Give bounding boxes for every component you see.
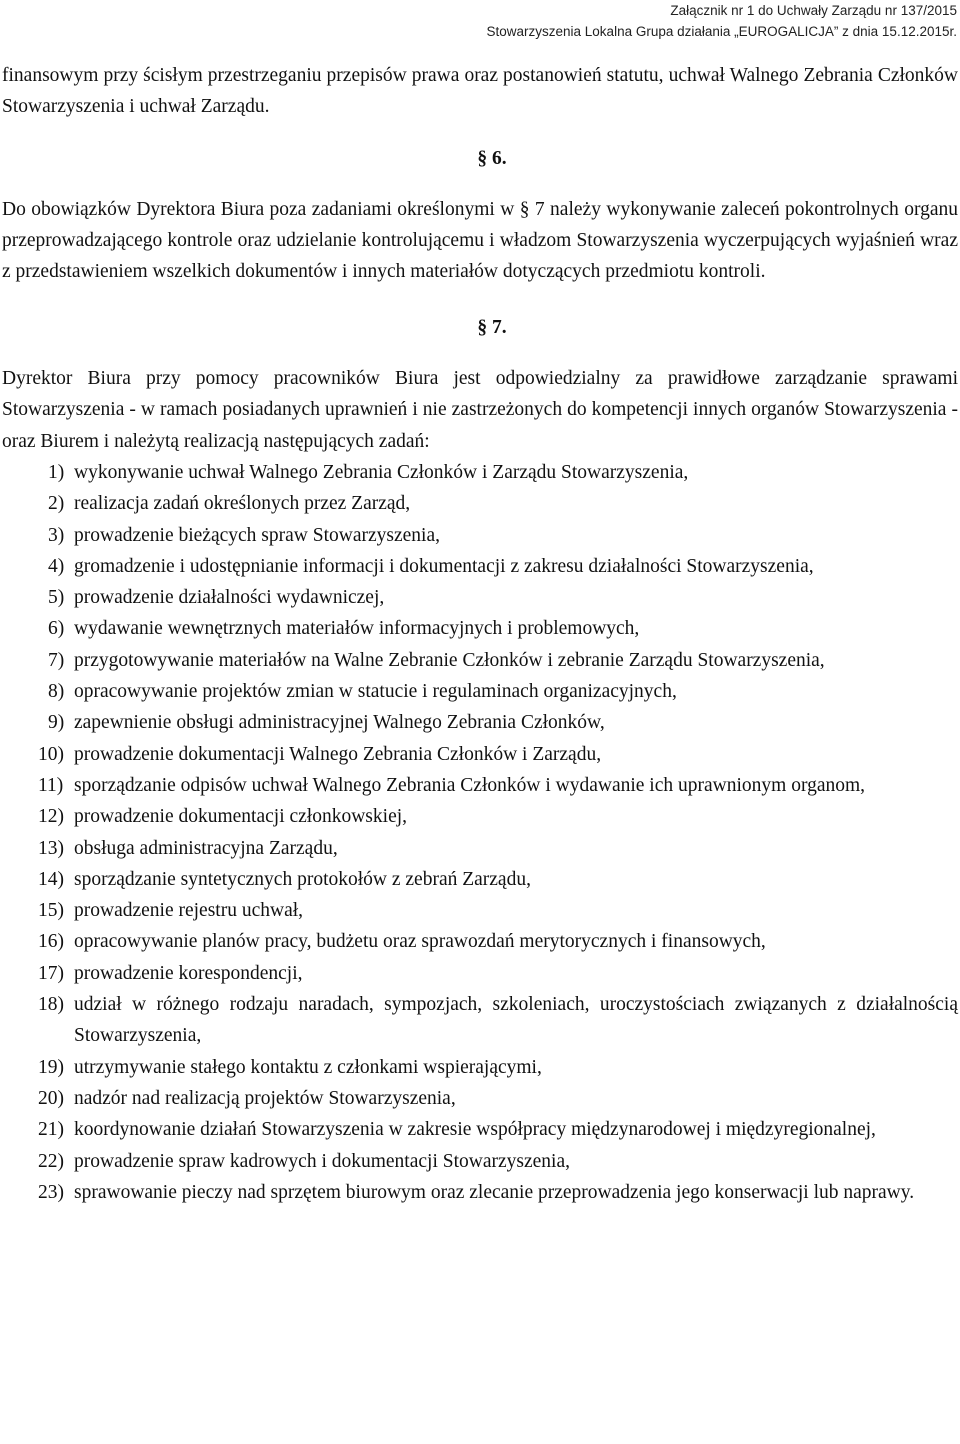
list-item bbox=[2, 1052, 958, 1083]
list-item-number: 14) bbox=[38, 868, 64, 890]
list-item bbox=[2, 958, 958, 989]
list-item-number: 16) bbox=[38, 931, 64, 953]
document-header bbox=[487, 0, 958, 42]
list-item-text: utrzymywanie stałego kontaktu z członkami wspierającymi, bbox=[74, 1056, 542, 1078]
list-item bbox=[2, 770, 958, 801]
list-item-number: 23) bbox=[38, 1181, 64, 1203]
list-item bbox=[2, 551, 958, 582]
list-item-text: prowadzenie dokumentacji członkowskiej, bbox=[74, 806, 408, 828]
list-item-text: przygotowywanie materiałów na Walne Zebranie Członków i zebranie Zarządu Stowarzyszenia, bbox=[74, 649, 825, 671]
list-item bbox=[2, 833, 958, 864]
list-item-text: sprawowanie pieczy nad sprzętem biurowym oraz zlecanie przeprowadzenia jego konserwacji lub naprawy. bbox=[74, 1181, 915, 1203]
intro-paragraph: finansowym przy ścisłym przestrzeganiu przepisów prawa oraz postanowień statutu, uchwał Walnego Zebrania Członków Stowarzyszenia i uchwał Zarządu. bbox=[2, 65, 958, 118]
list-item-number: 5) bbox=[48, 587, 65, 609]
list-item bbox=[2, 989, 958, 1052]
list-item bbox=[2, 1177, 958, 1208]
section-6-mark: § 6. bbox=[477, 147, 507, 169]
section-7-text: Dyrektor Biura przy pomocy pracowników Biura jest odpowiedzialny za prawidłowe zarządzanie sprawami Stowarzyszenia - w ramach posiadanych uprawnień i nie zastrzeżonych do kompetencji innych organów Stowarzyszenia - oraz Biurem i należytą realizacją następujących zadań: bbox=[2, 368, 958, 452]
list-item-text: realizacja zadań określonych przez Zarząd, bbox=[74, 493, 411, 515]
list-item bbox=[2, 1114, 958, 1145]
list-item-text: sporządzanie syntetycznych protokołów z zebrań Zarządu, bbox=[74, 868, 531, 890]
list-item-text: prowadzenie rejestru uchwał, bbox=[74, 900, 304, 922]
document-body bbox=[2, 60, 958, 1208]
list-item-number: 1) bbox=[48, 461, 65, 483]
task-list bbox=[2, 457, 958, 1208]
list-item-number: 4) bbox=[48, 555, 65, 577]
list-item-number: 3) bbox=[48, 524, 65, 546]
list-item-text: prowadzenie działalności wydawniczej, bbox=[74, 587, 385, 609]
list-item-text: prowadzenie spraw kadrowych i dokumentacji Stowarzyszenia, bbox=[74, 1150, 570, 1172]
list-item bbox=[2, 457, 958, 488]
list-item bbox=[2, 801, 958, 832]
list-item-number: 9) bbox=[48, 712, 65, 734]
list-item-text: zapewnienie obsługi administracyjnej Walnego Zebrania Członków, bbox=[74, 712, 605, 734]
list-item bbox=[2, 1146, 958, 1177]
list-item bbox=[2, 895, 958, 926]
list-item bbox=[2, 676, 958, 707]
section-7-mark: § 7. bbox=[477, 316, 507, 338]
list-item-text: opracowywanie projektów zmian w statucie i regulaminach organizacyjnych, bbox=[74, 681, 677, 703]
list-item-number: 12) bbox=[38, 806, 64, 828]
list-item bbox=[2, 520, 958, 551]
list-item-number: 17) bbox=[38, 962, 64, 984]
header-line-2: Stowarzyszenia Lokalna Grupa działania „EUROGALICJA” z dnia 15.12.2015r. bbox=[486, 24, 957, 39]
list-item-number: 10) bbox=[38, 743, 64, 765]
list-item-number: 18) bbox=[38, 994, 64, 1016]
list-item bbox=[2, 488, 958, 519]
list-item bbox=[2, 739, 958, 770]
list-item-text: udział w różnego rodzaju naradach, sympozjach, szkoleniach, uroczystościach związanych z działalnością Stowarzyszenia, bbox=[74, 994, 958, 1047]
list-item-text: prowadzenie bieżących spraw Stowarzyszenia, bbox=[74, 524, 440, 546]
list-item-number: 19) bbox=[38, 1056, 64, 1078]
list-item-text: wydawanie wewnętrznych materiałów informacyjnych i problemowych, bbox=[74, 618, 640, 640]
list-item-number: 2) bbox=[48, 493, 65, 515]
list-item-number: 11) bbox=[38, 774, 64, 796]
list-item-text: opracowywanie planów pracy, budżetu oraz sprawozdań merytorycznych i finansowych, bbox=[74, 931, 766, 953]
list-item bbox=[2, 582, 958, 613]
section-6-text: Do obowiązków Dyrektora Biura poza zadaniami określonymi w § 7 należy wykonywanie zaleceń pokontrolnych organu przeprowadzającego kontrole oraz udzielanie kontrolującemu i władzom Stowarzyszenia wyczerpujących wyjaśnień wraz z przedstawieniem wszelkich dokumentów i innych materiałów dotyczących przedmiotu kontroli. bbox=[2, 198, 958, 283]
list-item bbox=[2, 707, 958, 738]
list-item-number: 6) bbox=[48, 618, 65, 640]
list-item-text: obsługa administracyjna Zarządu, bbox=[74, 837, 338, 859]
list-item-text: prowadzenie korespondencji, bbox=[74, 962, 303, 984]
list-item-text: prowadzenie dokumentacji Walnego Zebrania Członków i Zarządu, bbox=[74, 743, 602, 765]
list-item-number: 21) bbox=[38, 1119, 64, 1141]
list-item-number: 15) bbox=[38, 900, 64, 922]
list-item-number: 7) bbox=[48, 649, 65, 671]
list-item bbox=[2, 613, 958, 644]
list-item-number: 20) bbox=[38, 1087, 64, 1109]
list-item-number: 13) bbox=[38, 837, 64, 859]
list-item-number: 22) bbox=[38, 1150, 64, 1172]
list-item bbox=[2, 1083, 958, 1114]
header-line-1: Załącznik nr 1 do Uchwały Zarządu nr 137/2015 bbox=[670, 3, 957, 18]
list-item-text: sporządzanie odpisów uchwał Walnego Zebrania Członków i wydawanie ich uprawnionym organom, bbox=[74, 774, 866, 796]
list-item-text: gromadzenie i udostępnianie informacji i dokumentacji z zakresu działalności Stowarzyszenia, bbox=[74, 555, 814, 577]
list-item bbox=[2, 645, 958, 676]
list-item-text: koordynowanie działań Stowarzyszenia w zakresie współpracy międzynarodowej i międzyregionalnej, bbox=[74, 1119, 876, 1141]
list-item-text: nadzór nad realizacją projektów Stowarzyszenia, bbox=[74, 1087, 456, 1109]
list-item-text: wykonywanie uchwał Walnego Zebrania Członków i Zarządu Stowarzyszenia, bbox=[74, 461, 689, 483]
list-item bbox=[2, 864, 958, 895]
list-item bbox=[2, 926, 958, 957]
list-item-number: 8) bbox=[48, 681, 65, 703]
